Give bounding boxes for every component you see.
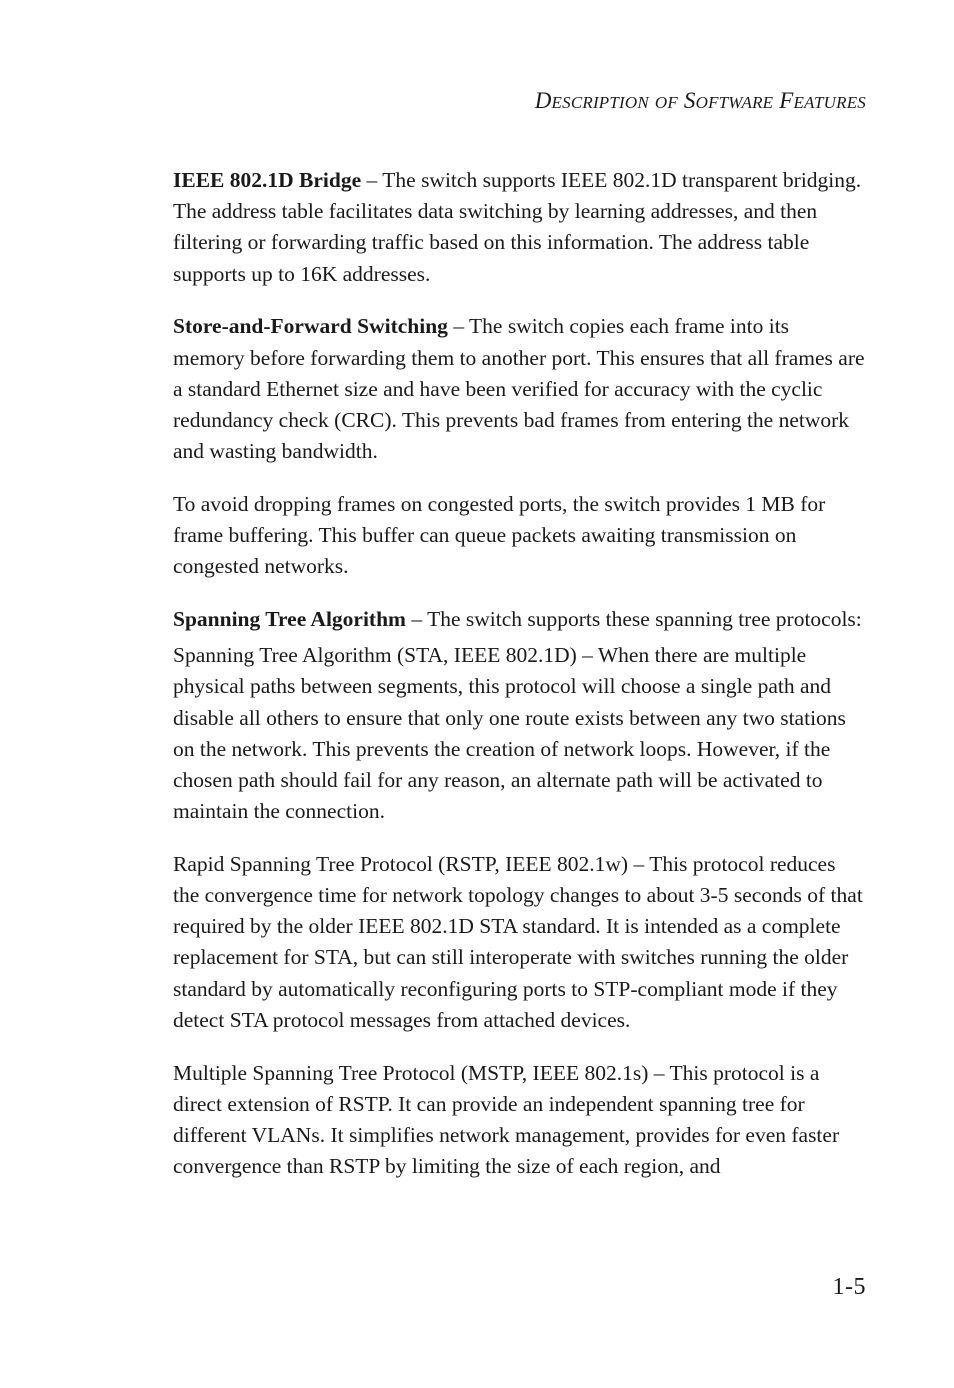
paragraph-spanning-tree: [173, 604, 866, 635]
paragraph-store-forward: [173, 311, 866, 467]
paragraph-text: – The switch supports these spanning tree protocols:: [405, 606, 862, 631]
paragraph-rstp: [173, 849, 866, 1036]
page-body: [173, 165, 866, 1204]
paragraph-bridge: [173, 165, 866, 290]
paragraph-text: – The switch supports IEEE 802.1D transparent bridging. The address table facilitates data switching by learning addresses, and then filtering or forwarding traffic based on this information. The address table supports up to 16K addresses.: [173, 168, 862, 286]
running-header: [535, 88, 866, 114]
page-number: 1-5: [832, 1274, 866, 1300]
paragraph-sta: [173, 640, 866, 827]
header-word-initial: F: [779, 88, 794, 113]
header-word: OF: [654, 93, 678, 112]
header-word-initial: S: [683, 88, 696, 113]
header-word-rest: ESCRIPTION: [551, 93, 649, 112]
term-spanning-tree: Spanning Tree Algorithm: [173, 606, 406, 631]
term-store-forward: Store-and-Forward Switching: [173, 314, 448, 339]
paragraph-text: To avoid dropping frames on congested ports, the switch provides 1 MB for frame buffering. This buffer can queue packets awaiting transmission on congested networks.: [173, 491, 826, 579]
paragraph-text: – The switch copies each frame into its memory before forwarding them to another port. This ensures that all frames are a standard Ethernet size and have been verified for accuracy with the cyclic redundancy check (CRC). This prevents bad frames from entering the network and wasting bandwidth.: [173, 314, 865, 464]
paragraph-text: Multiple Spanning Tree Protocol (MSTP, IEEE 802.1s) – This protocol is a direct extension of RSTP. It can provide an independent spanning tree for different VLANs. It simplifies network management, provides for even faster convergence than RSTP by limiting the size of each region, and: [173, 1060, 840, 1179]
paragraph-buffering: [173, 489, 866, 583]
header-word-rest: OFTWARE: [695, 93, 774, 112]
paragraph-text: Spanning Tree Algorithm (STA, IEEE 802.1D) – When there are multiple physical paths between segments, this protocol will choose a single path and disable all others to ensure that only one route exists between any two stations on the network. This prevents the creation of network loops. However, if the chosen path should fail for any reason, an alternate path will be activated to maintain the connection.: [173, 643, 846, 824]
paragraph-mstp: [173, 1058, 866, 1183]
header-word-rest: EATURES: [793, 93, 866, 112]
header-word-initial: D: [534, 88, 552, 113]
term-bridge: IEEE 802.1D Bridge: [173, 168, 362, 192]
paragraph-text: Rapid Spanning Tree Protocol (RSTP, IEEE 802.1w) – This protocol reduces the convergence time for network topology changes to about 3-5 seconds of that required by the older IEEE 802.1D STA standard. It is intended as a complete replacement for STA, but can still interoperate with switches running the older standard by automatically reconfiguring ports to STP-compliant mode if they detect STA protocol messages from attached devices.: [173, 851, 863, 1032]
